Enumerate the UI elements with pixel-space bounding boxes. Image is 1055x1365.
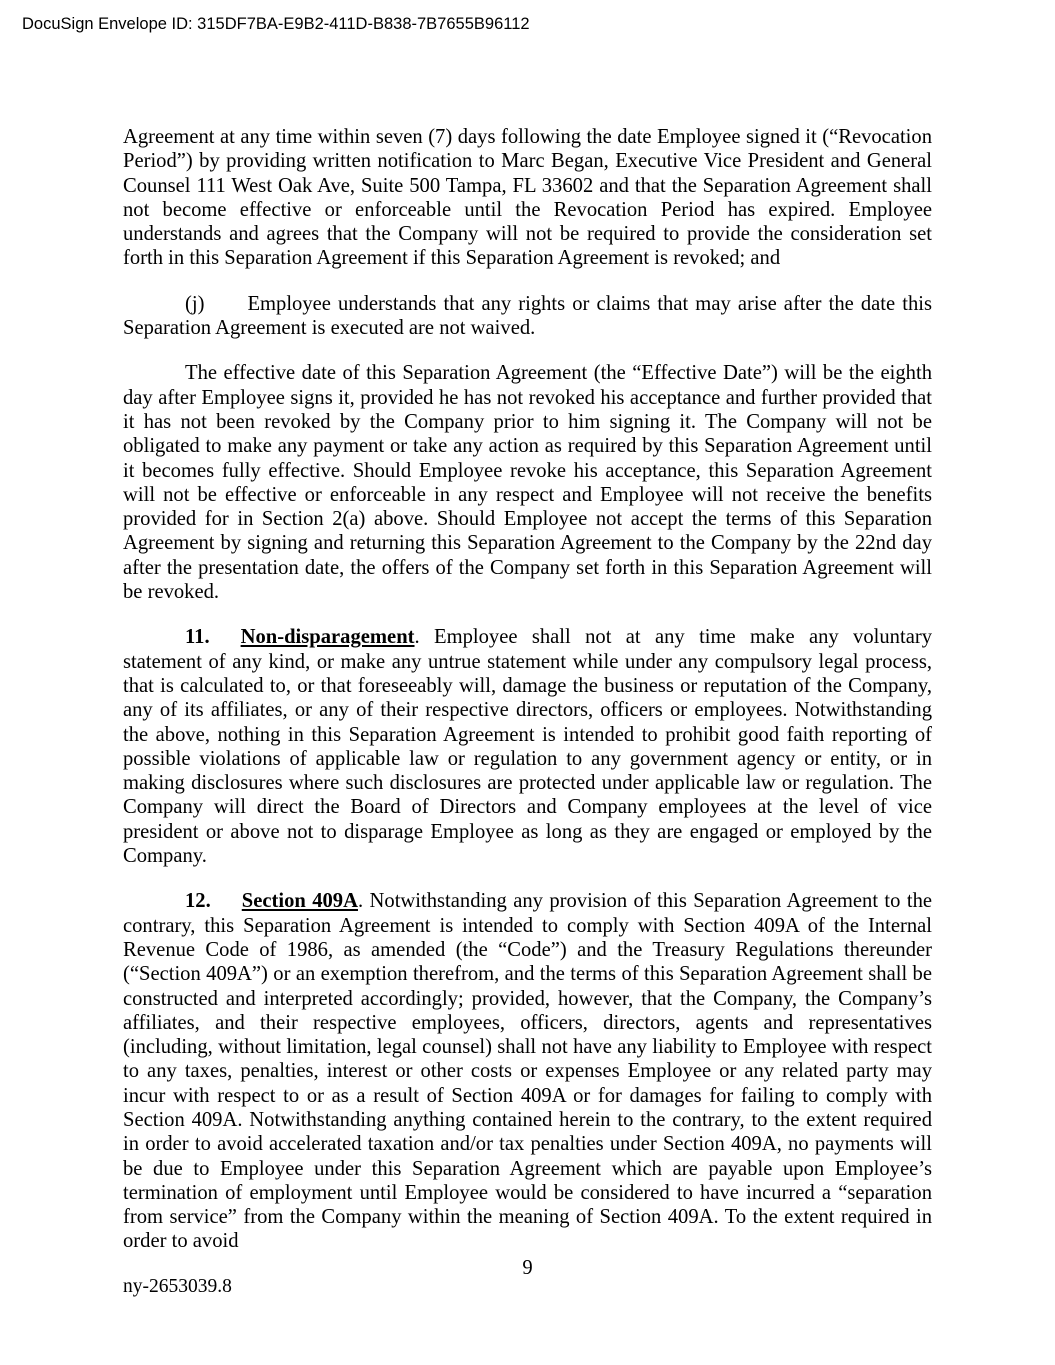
section-12-section-409a (123, 889, 932, 1253)
section-11-heading: Non-disparagement (240, 626, 415, 649)
document-body (123, 125, 932, 1275)
document-reference: ny-2653039.8 (123, 1276, 232, 1297)
section-12-text: Notwithstanding any provision of this Separation Agreement to the contrary, this Separation Agreement is intended to comply with Section 409A of the Internal Revenue Code of 1986, as amended (the “Code”) and the Treasury Regulations thereunder (“Section 409A”) or an exemption therefrom, and the terms of this Separation Agreement shall be constructed and interpreted accordingly; provided, however, that the Company, the Company’s affiliates, and their respective employees, officers, directors, agents and representatives (including, without limitation, legal counsel) shall not have any liability to Employee with respect to any taxes, penalties, interest or other costs or expenses Employee or any related party may incur with respect to or as a result of Section 409A or for damages for failing to comply with Section 409A. Notwithstanding anything contained herein to the contrary, to the extent required in order to avoid accelerated taxation and/or tax penalties under Section 409A, no payments will be due to Employee under this Separation Agreement which are payable upon Employee’s termination of employment until Employee would be considered to have incurred a “separation from service” from the Company within the meaning of Section 409A. To the extent required in order to avoid (123, 890, 933, 1253)
item-j-label: (j) (185, 292, 205, 315)
paragraph-revocation-continuation: Agreement at any time within seven (7) days following the date Employee signed it (“Revocation Period”) by providing written notification to Marc Began, Executive Vice President and General Counsel 111 West Oak Ave, Suite 500 Tampa, FL 33602 and that the Separation Agreement shall not become effective or enforceable until the Revocation Period has expired. Employee understands and agrees that the Company will not be required to provide the consideration set forth in this Separation Agreement if this Separation Agreement is revoked; and (123, 126, 932, 270)
item-j-text: Employee understands that any rights or claims that may arise after the date this Separation Agreement is executed are not waived. (123, 292, 932, 340)
paragraph-effective-date: The effective date of this Separation Agreement (the “Effective Date”) will be the eighth day after Employee signs it, provided he has not revoked his acceptance and further provided that it has not been revoked by the Company prior to him signing it. The Company will not be obligated to make any payment or take any action as required by this Separation Agreement until it becomes fully effective. Should Employee revoke his acceptance, this Separation Agreement will not be effective or enforceable in any respect and Employee will not receive the benefits provided for in Section 2(a) above. Should Employee not accept the terms of this Separation Agreement by signing and returning this Separation Agreement to the Company by the 22nd day after the presentation date, the offers of the Company set forth in this Separation Agreement will be revoked. (123, 362, 932, 604)
section-12-separator: . (357, 890, 370, 913)
section-12-number: 12. (185, 890, 211, 913)
section-12-heading: Section 409A (241, 890, 358, 913)
docusign-envelope-id: DocuSign Envelope ID: 315DF7BA-E9B2-411D-B838-7B7655B96112 (22, 15, 530, 33)
section-11-number: 11. (185, 626, 210, 649)
section-11-non-disparagement (123, 625, 932, 868)
section-11-text: Employee shall not at any time make any voluntary statement of any kind, or make any untrue statement while under any compulsory legal process, that is calculated to, or that foreseeably will, damage the business or reputation of the Company, any of its affiliates, or any of their respective directors, officers or employees. Notwithstanding the above, nothing in this Separation Agreement is intended to prohibit good faith reporting of possible violations of applicable law or regulation to any government agency or entity, or in making disclosures where such disclosures are protected under applicable law or regulation. The Company will direct the Board of Directors and Company employees at the level of vice president or above not to disparage Employee as long as they are engaged or employed by the Company. (123, 626, 932, 868)
section-11-separator: . (414, 626, 435, 649)
page-number: 9 (522, 1257, 533, 1279)
paragraph-item-j (123, 292, 932, 341)
